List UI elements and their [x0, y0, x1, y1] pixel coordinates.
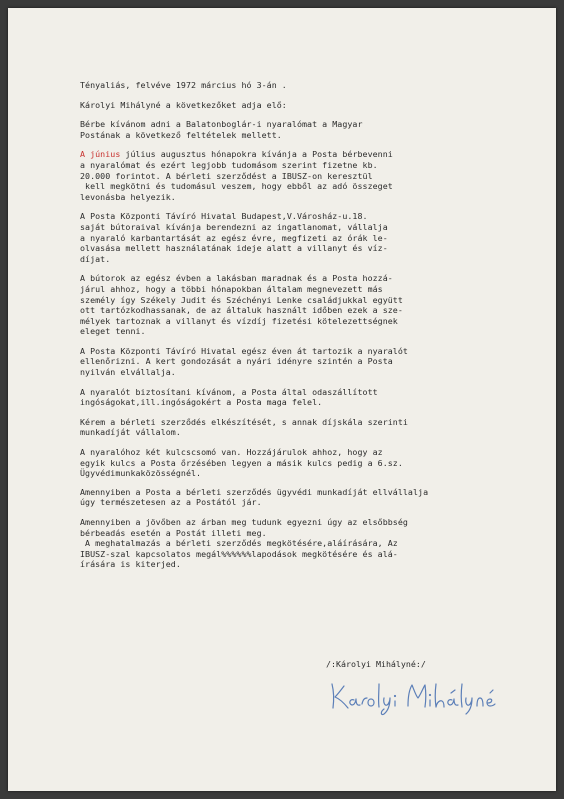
handwritten-signature — [324, 676, 504, 716]
paragraph-4-line: járul ahhoz, hogy a többi hónapokban általam megnevezett más — [80, 283, 383, 294]
paragraph-5-line: A Posta Központi Távíró Hivatal egész éven át tartozik a nyaralót — [80, 345, 408, 356]
paragraph-10-line: bérbeadás esetén a Postát illeti meg. — [80, 527, 267, 538]
paragraph-3-line: olvasása mellett használatának ideje alatt a villanyt és víz- — [80, 243, 388, 254]
paragraph-3-line: a nyaraló karbantartását az egész évre, megfizeti az órák le- — [80, 232, 388, 243]
paragraph-2-first-rest: július augusztus hónapokra kívánja a Posta bérbevenni — [120, 149, 393, 160]
red-highlight-word: június — [90, 149, 121, 160]
paragraph-4-line: eleget tenni. — [80, 326, 146, 337]
letter-page — [8, 8, 556, 791]
paragraph-6-line: ingóságokat,ill.ingóságokért a Posta maga felel. — [80, 397, 323, 408]
paragraph-10-line: A meghatalmazás a bérleti szerződés megkötésére,aláírására, Az — [80, 538, 398, 549]
paragraph-10-line: IBUSZ-szal kapcsolatos megál%%%%%%lapodások megkötésére és alá- — [80, 548, 398, 559]
letter-body — [80, 80, 550, 570]
paragraph-5-line: ellenőrizni. A kert gondozását a nyári idényre szintén a Posta — [80, 356, 393, 367]
paragraph-7-line: Kérem a bérleti szerződés elkészítését, s annak díjskála szerinti — [80, 416, 408, 427]
paragraph-4-line: ott tartózkodhassanak, de az általuk használt időben ezek a sze- — [80, 305, 403, 316]
paragraph-1-line: Postának a következő feltételek mellett. — [80, 129, 282, 140]
paragraph-3-line: saját bútoraival kívánja berendezni az ingatlanomat, vállalja — [80, 221, 388, 232]
paragraph-2-line: 20.000 forintot. A bérleti szerződést a IBUSZ-on keresztül — [80, 170, 373, 181]
paragraph-8-line: A nyaralóhoz két kulcscsomó van. Hozzájárulok ahhoz, hogy az — [80, 447, 383, 458]
intro-line: Károlyi Mihályné a következőket adja elő: — [80, 99, 287, 110]
paragraph-7-line: munkadíját vállalom. — [80, 427, 181, 438]
paragraph-6-line: A nyaralót biztosítani kívánom, a Posta által odaszállított — [80, 386, 378, 397]
paragraph-2-line: kell megkötni és tudomásul veszem, hogy ebből az adó összeget — [80, 181, 393, 192]
paragraph-3-line: díjat. — [80, 253, 111, 264]
paragraph-1-line: Bérbe kívánom adni a Balatonboglár-i nyaralómat a Magyar — [80, 119, 363, 130]
paragraph-2-first-line — [80, 149, 550, 160]
paragraph-8-line: egyik kulcs a Posta őrzésében legyen a másik kulcs pedig a 6.sz. — [80, 457, 403, 468]
paragraph-5-line: nyilván elvállalja. — [80, 367, 176, 378]
paragraph-2-line: levonásba helyezik. — [80, 191, 176, 202]
dateline: Tényaliás, felvéve 1972 március hó 3-án . — [80, 80, 287, 90]
paragraph-4-line: személy így Székely Judit és Széchényi Lenke családjukkal együtt — [80, 294, 403, 305]
paragraph-2-line: a nyaralómat és ezért legjobb tudomásom szerint fizetne kb. — [80, 159, 378, 170]
paragraph-4-line: A bútorok az egész évben a lakásban maradnak és a Posta hozzá- — [80, 273, 393, 284]
paragraph-8-line: Ügyvédimunkaközösségnél. — [80, 468, 202, 479]
paragraph-10-line: Amennyiben a jövőben az árban meg tudunk egyezni úgy az elsőbbség — [80, 517, 408, 527]
typed-signature-line: /:Károlyi Mihályné:/ — [326, 659, 426, 669]
red-lead: A — [80, 149, 91, 160]
paragraph-9-line: Amennyiben a Posta a bérleti szerződés ügyvédi munkadíját ellvállalja — [80, 486, 429, 497]
paragraph-9-line: úgy természetesen az a Postától jár. — [80, 497, 262, 508]
paragraph-4-line: mélyek tartoznak a villanyt és vízdíj fizetési kötelezettségnek — [80, 315, 398, 326]
paragraph-10-line: írására is kiterjed. — [80, 559, 181, 570]
paragraph-3-line: A Posta Központi Távíró Hivatal Budapest,V.Városház-u.18. — [80, 211, 368, 222]
